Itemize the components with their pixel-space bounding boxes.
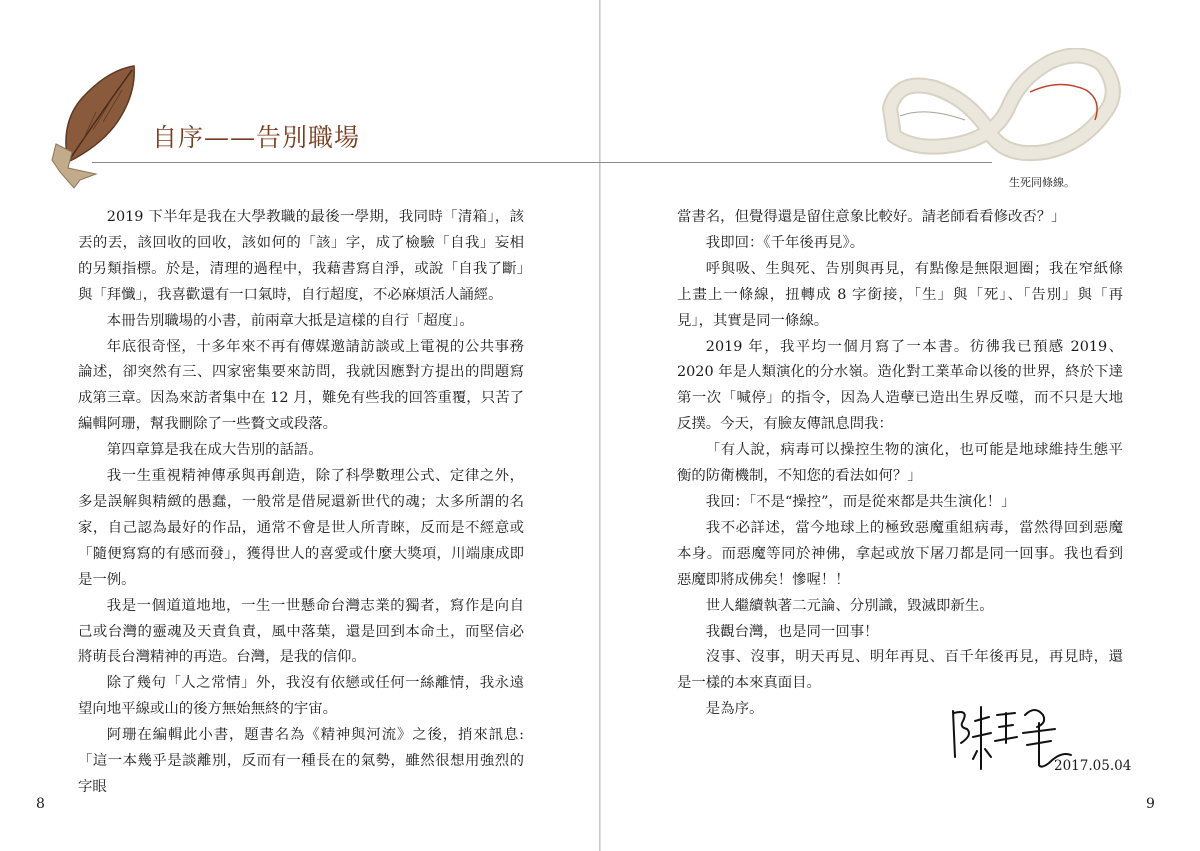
paragraph: 我即回：《千年後再見》。 (705, 234, 865, 251)
right-page (600, 0, 1200, 851)
page-number-left: 8 (36, 796, 45, 812)
paragraph: 我是一個道道地地，一生一世懸命台灣志業的獨者，寫作是向自己或台灣的靈魂及天責負責，風中落葉，還是回到本命土，而堅信必將萌長台灣精神的再造。台灣，是我的信仰。 (78, 597, 524, 666)
left-body-text (78, 205, 524, 801)
paragraph: 呼與吸、生與死、告別與再見，有點像是無限迴圈；我在窄紙條上畫上一條線，扭轉成 8 字銜接，「生」與「死」、「告別」與「再見」，其實是同一條線。 (677, 260, 1123, 329)
paragraph: 我觀台灣，也是同一回事！ (705, 623, 879, 640)
paragraph: 2019 年，我平均一個月寫了一本書。彷彿我已預感 2019、2020 年是人類演化的分水嶺。造化對工業革命以後的世界，終於下達第一次「喊停」的指令，因為人造孽已造出生界反噬，而不只是大地反撲。今天，有臉友傳訊息問我： (677, 338, 1123, 433)
paragraph: 本冊告別職場的小書，前兩章大抵是這樣的自行「超度」。 (106, 312, 474, 329)
paragraph: 當書名，但覺得還是留住意象比較好。請老師看看修改否？」 (677, 209, 1066, 225)
paragraph: 是為序。 (705, 701, 764, 718)
mobius-ribbon-image (880, 48, 1130, 173)
paragraph: 除了幾句「人之常情」外，我沒有依戀或任何一絲離情，我永遠望向地平線或山的後方無始無終的宇宙。 (78, 675, 524, 718)
paragraph: 我一生重視精神傳承與再創造，除了科學數理公式、定律之外，多是誤解與精緻的愚蠢，一般常是借屍還新世代的魂；太多所謂的名家，自己認為最好的作品，通常不會是世人所青睞，反而是不經意或「隨便寫寫的有感而發」，獲得世人的喜愛或什麼大獎項，川端康成即是一例。 (78, 468, 524, 588)
paragraph: 阿珊在編輯此小書，題書名為《精神與河流》之後，捎來訊息:「這一本幾乎是談離別，反而有一種長在的氣勢，雖然很想用強烈的字眼 (78, 727, 524, 795)
paragraph: 第四章算是我在成大告別的話語。 (106, 442, 323, 459)
leaf-icon (38, 52, 148, 192)
signature-date: 2017.05.04 (1054, 758, 1132, 774)
title-rule (92, 162, 600, 163)
paragraph: 年底很奇怪，十多年來不再有傳媒邀請訪談或上電視的公共事務論述，卻突然有三、四家密集要來訪問，我就因應對方提出的問題寫成第三章。因為來訪者集中在 12 月，難免有些我的回答重覆，只苦了編輯阿珊，幫我刪除了一些贅文或段落。 (78, 338, 524, 433)
paragraph: 沒事、沒事，明天再見、明年再見、百千年後再見，再見時，還是一樣的本來真面目。 (677, 649, 1123, 692)
paragraph: 「有人說，病毒可以操控生物的演化，也可能是地球維持生態平衡的防衛機制，不知您的看法如何？」 (677, 442, 1123, 485)
paragraph: 2019 下半年是我在大學教職的最後一學期，我同時「清箱」，該丟的丟，該回收的回收，該如何的「該」字，成了檢驗「自我」妄相的另類指標。於是，清理的過程中，我藉書寫自淨，或說「自我了斷」與「拜懺」，我喜歡還有一口氣時，自行超度，不必麻煩活人誦經。 (78, 209, 524, 303)
paragraph: 我不必詳述，當今地球上的極致惡魔重組病毒，當然得回到惡魔本身。而惡魔等同於神佛，拿起或放下屠刀都是同一回事。我也看到惡魔即將成佛矣！慘喔！！ (677, 519, 1123, 588)
page-title: 自序——告別職場 (152, 123, 361, 152)
image-caption: 生死同條線。 (1009, 176, 1075, 189)
right-body-text (677, 205, 1123, 723)
page-number-right: 9 (1146, 796, 1155, 812)
paragraph: 我回：「不是“操控”，而是從來都是共生演化！」 (705, 493, 1016, 510)
paragraph: 世人繼續執著二元論、分別識，毀滅即新生。 (705, 597, 994, 614)
